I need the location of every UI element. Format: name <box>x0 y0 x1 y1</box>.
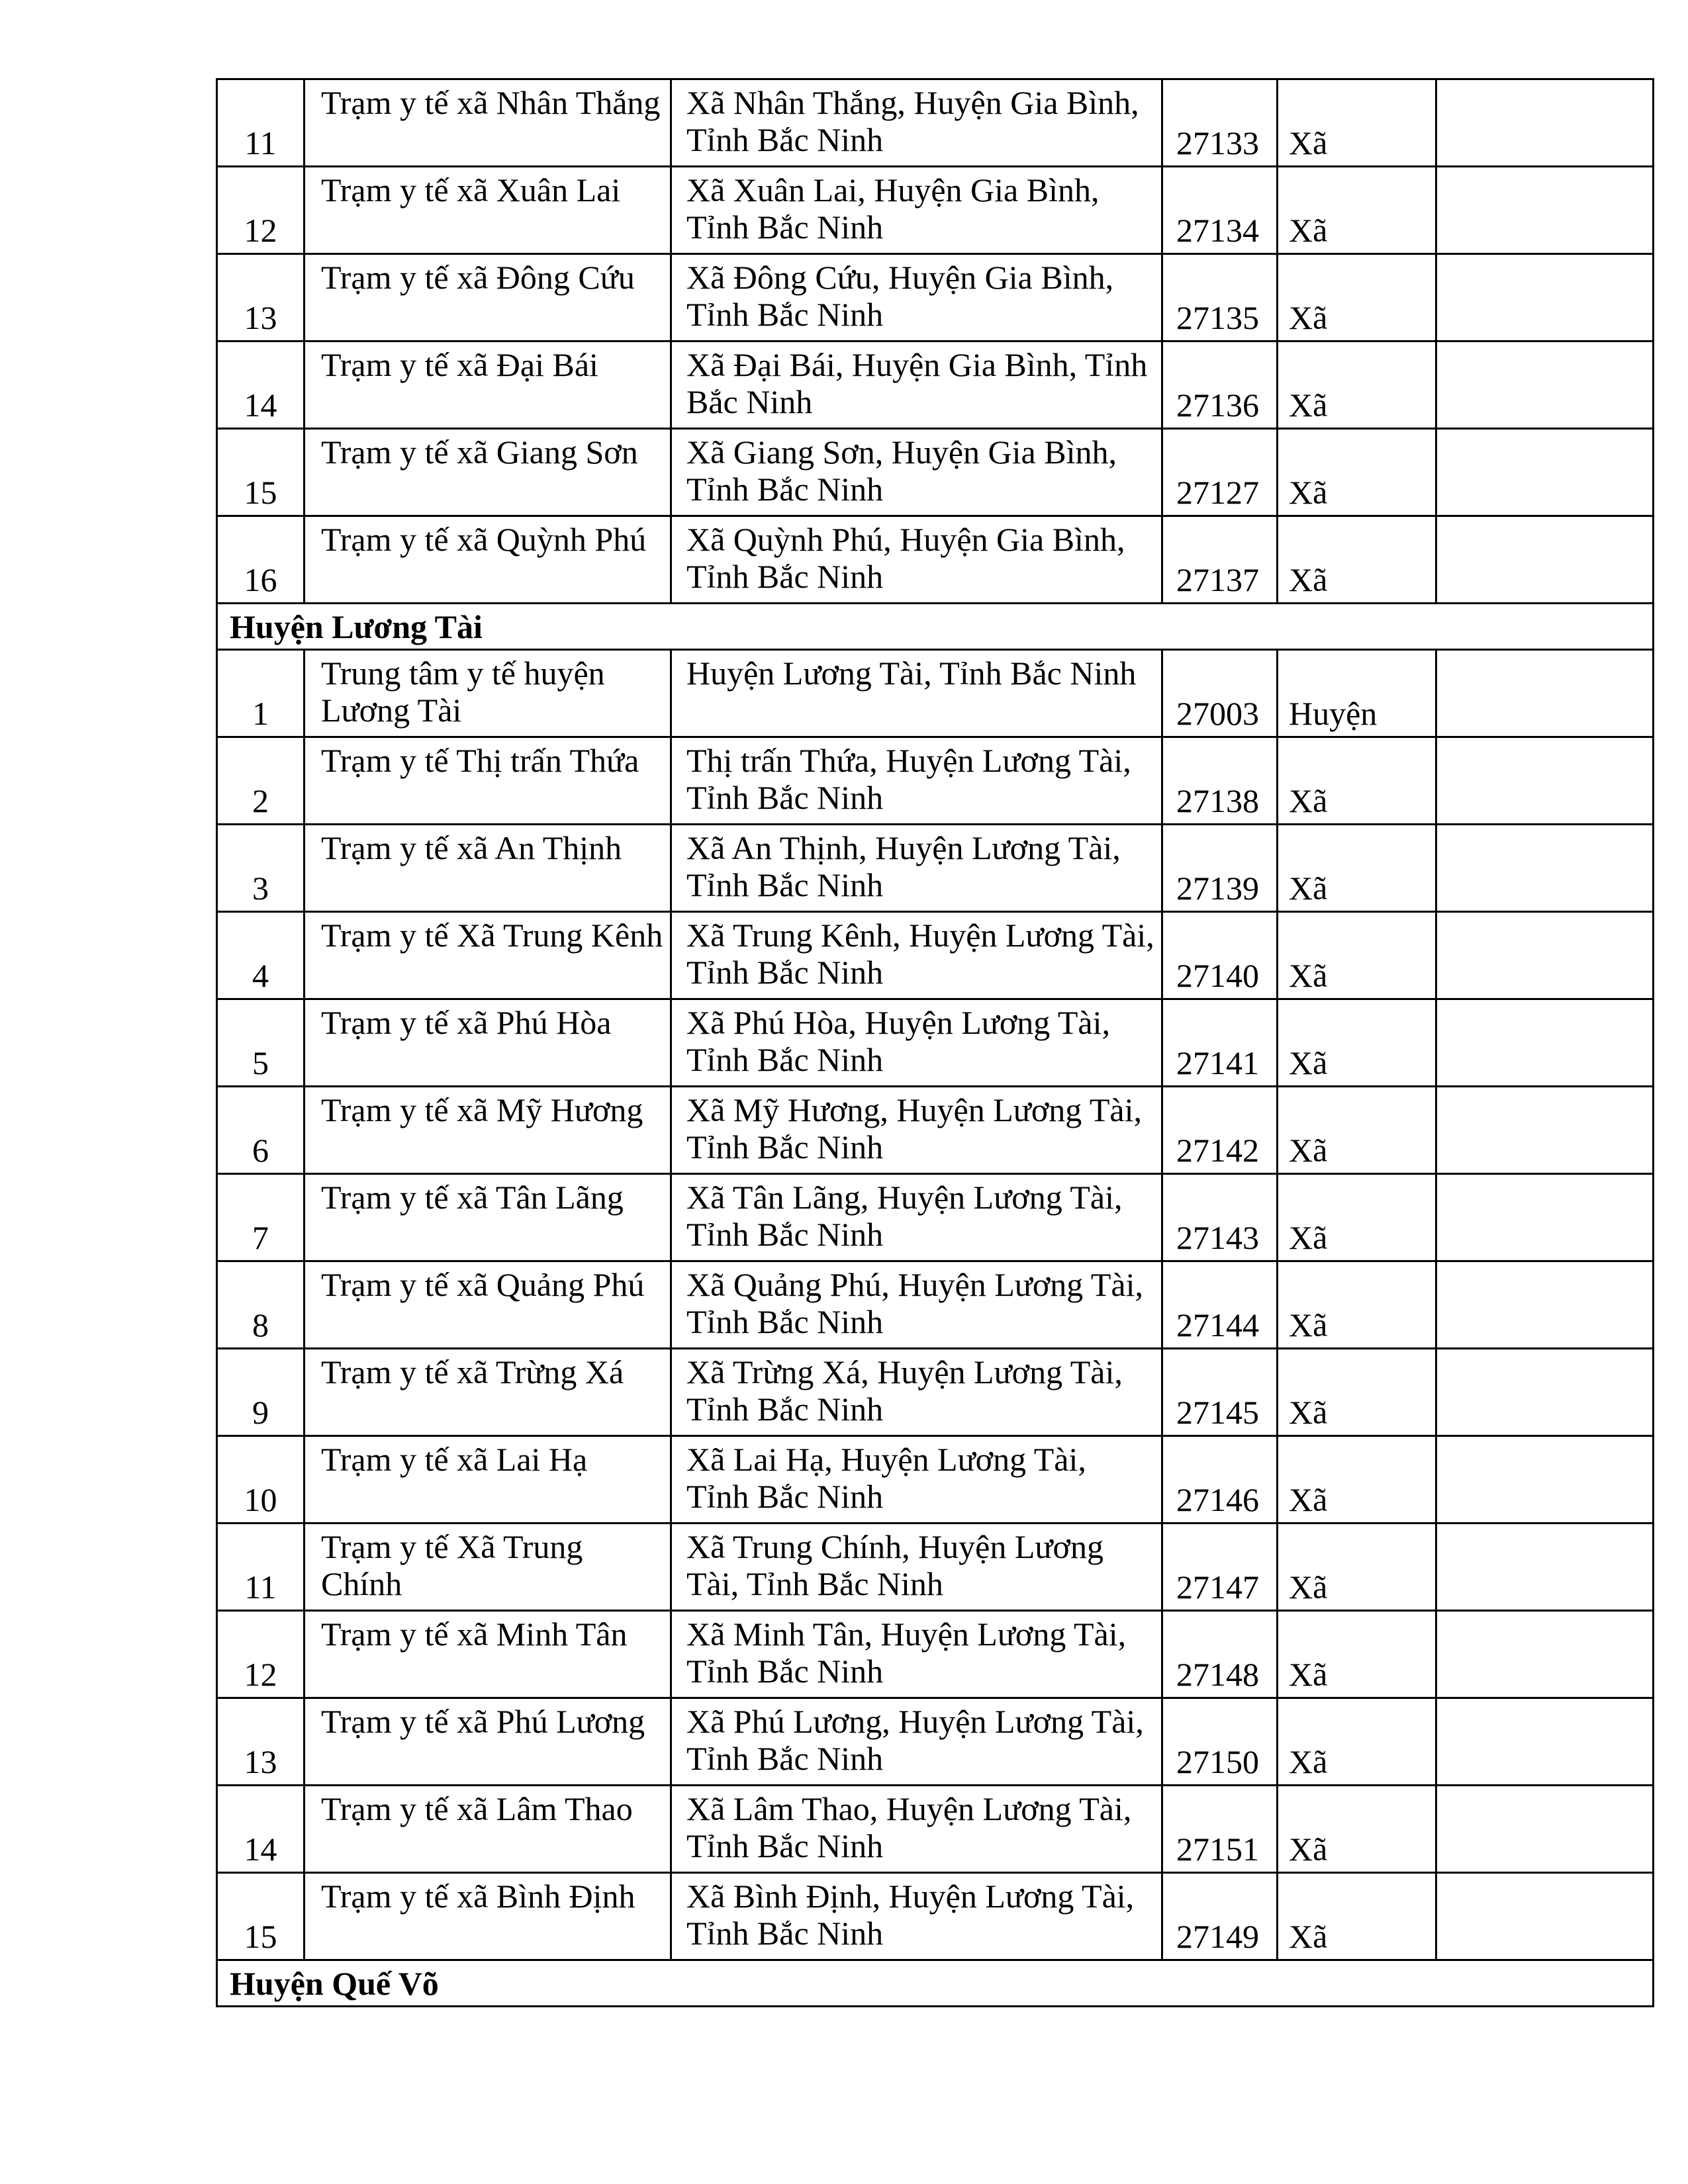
facility-address: Xã Lai Hạ, Huyện Lương Tài, Tỉnh Bắc Ninh <box>671 1436 1162 1524</box>
facility-code: 27142 <box>1162 1087 1278 1174</box>
facility-name: Trạm y tế xã Đông Cứu <box>305 254 671 341</box>
row-number: 3 <box>217 825 305 912</box>
facility-code: 27135 <box>1162 254 1278 341</box>
facility-note <box>1436 1436 1654 1524</box>
facility-name: Trạm y tế xã Xuân Lai <box>305 167 671 254</box>
facility-name: Trạm y tế xã Mỹ Hương <box>305 1087 671 1174</box>
row-number: 5 <box>217 999 305 1087</box>
facility-address: Xã Trung Chính, Huyện Lương Tài, Tỉnh Bắc Ninh <box>671 1524 1162 1611</box>
facility-level: Xã <box>1278 429 1436 516</box>
facility-name: Trạm y tế xã Đại Bái <box>305 341 671 429</box>
facility-name: Trạm y tế xã Phú Lương <box>305 1698 671 1786</box>
table-row <box>217 1436 1654 1524</box>
row-number: 8 <box>217 1261 305 1349</box>
table-row <box>217 1174 1654 1261</box>
table-row <box>217 1524 1654 1611</box>
table-row <box>217 1349 1654 1436</box>
row-number: 9 <box>217 1349 305 1436</box>
row-number: 11 <box>217 79 305 167</box>
facility-note <box>1436 254 1654 341</box>
facility-level: Xã <box>1278 1174 1436 1261</box>
row-number: 6 <box>217 1087 305 1174</box>
facility-note <box>1436 1349 1654 1436</box>
facility-address: Xã Trung Kênh, Huyện Lương Tài, Tỉnh Bắc Ninh <box>671 912 1162 999</box>
facility-code: 27148 <box>1162 1611 1278 1698</box>
facility-code: 27141 <box>1162 999 1278 1087</box>
facility-name: Trung tâm y tế huyện Lương Tài <box>305 650 671 737</box>
table-row <box>217 1873 1654 1960</box>
table-row <box>217 516 1654 604</box>
facility-address: Xã An Thịnh, Huyện Lương Tài, Tỉnh Bắc Ninh <box>671 825 1162 912</box>
table-row <box>217 167 1654 254</box>
table-row <box>217 79 1654 167</box>
facility-name: Trạm y tế xã Lâm Thao <box>305 1786 671 1873</box>
facility-name: Trạm y tế xã An Thịnh <box>305 825 671 912</box>
facility-name: Trạm y tế Xã Trung Chính <box>305 1524 671 1611</box>
facility-address: Xã Xuân Lai, Huyện Gia Bình, Tỉnh Bắc Ninh <box>671 167 1162 254</box>
table-row <box>217 1698 1654 1786</box>
facility-level: Xã <box>1278 1698 1436 1786</box>
facility-level: Huyện <box>1278 650 1436 737</box>
row-number: 7 <box>217 1174 305 1261</box>
facility-address: Xã Bình Định, Huyện Lương Tài, Tỉnh Bắc Ninh <box>671 1873 1162 1960</box>
district-name: Huyện Quế Võ <box>217 1960 1654 2007</box>
facility-code: 27133 <box>1162 79 1278 167</box>
row-number: 4 <box>217 912 305 999</box>
row-number: 2 <box>217 737 305 825</box>
table-row <box>217 825 1654 912</box>
facility-code: 27143 <box>1162 1174 1278 1261</box>
facility-name: Trạm y tế xã Quảng Phú <box>305 1261 671 1349</box>
facility-note <box>1436 1873 1654 1960</box>
table-row <box>217 1261 1654 1349</box>
facility-name: Trạm y tế xã Phú Hòa <box>305 999 671 1087</box>
facility-note <box>1436 650 1654 737</box>
facility-address: Huyện Lương Tài, Tỉnh Bắc Ninh <box>671 650 1162 737</box>
facility-code: 27137 <box>1162 516 1278 604</box>
facility-address: Xã Nhân Thắng, Huyện Gia Bình, Tỉnh Bắc Ninh <box>671 79 1162 167</box>
facility-code: 27147 <box>1162 1524 1278 1611</box>
facility-level: Xã <box>1278 912 1436 999</box>
facility-level: Xã <box>1278 1436 1436 1524</box>
facility-code: 27127 <box>1162 429 1278 516</box>
facility-name: Trạm y tế xã Giang Sơn <box>305 429 671 516</box>
facility-address: Xã Lâm Thao, Huyện Lương Tài, Tỉnh Bắc Ninh <box>671 1786 1162 1873</box>
facility-address: Xã Giang Sơn, Huyện Gia Bình, Tỉnh Bắc Ninh <box>671 429 1162 516</box>
facility-name: Trạm y tế xã Nhân Thắng <box>305 79 671 167</box>
table-row <box>217 1611 1654 1698</box>
facility-level: Xã <box>1278 1261 1436 1349</box>
facility-code: 27003 <box>1162 650 1278 737</box>
facility-code: 27139 <box>1162 825 1278 912</box>
facility-level: Xã <box>1278 341 1436 429</box>
row-number: 16 <box>217 516 305 604</box>
facility-level: Xã <box>1278 516 1436 604</box>
facility-code: 27149 <box>1162 1873 1278 1960</box>
facility-address: Xã Đại Bái, Huyện Gia Bình, Tỉnh Bắc Ninh <box>671 341 1162 429</box>
facility-note <box>1436 1524 1654 1611</box>
table-row <box>217 737 1654 825</box>
row-number: 13 <box>217 1698 305 1786</box>
row-number: 11 <box>217 1524 305 1611</box>
table-row <box>217 254 1654 341</box>
facility-name: Trạm y tế Xã Trung Kênh <box>305 912 671 999</box>
facility-note <box>1436 1698 1654 1786</box>
facility-address: Xã Phú Hòa, Huyện Lương Tài, Tỉnh Bắc Ninh <box>671 999 1162 1087</box>
facility-address: Xã Minh Tân, Huyện Lương Tài, Tỉnh Bắc Ninh <box>671 1611 1162 1698</box>
facility-code: 27140 <box>1162 912 1278 999</box>
facility-name: Trạm y tế xã Minh Tân <box>305 1611 671 1698</box>
facility-name: Trạm y tế xã Tân Lãng <box>305 1174 671 1261</box>
row-number: 13 <box>217 254 305 341</box>
facility-note <box>1436 1087 1654 1174</box>
facility-level: Xã <box>1278 1786 1436 1873</box>
facility-note <box>1436 79 1654 167</box>
table-row <box>217 999 1654 1087</box>
facility-table-body <box>217 79 1654 2007</box>
row-number: 1 <box>217 650 305 737</box>
facility-code: 27144 <box>1162 1261 1278 1349</box>
facility-code: 27146 <box>1162 1436 1278 1524</box>
facility-code: 27138 <box>1162 737 1278 825</box>
district-header-row <box>217 604 1654 650</box>
row-number: 14 <box>217 341 305 429</box>
facility-name: Trạm y tế xã Lai Hạ <box>305 1436 671 1524</box>
facility-note <box>1436 1261 1654 1349</box>
facility-note <box>1436 341 1654 429</box>
table-row <box>217 341 1654 429</box>
facility-name: Trạm y tế Thị trấn Thứa <box>305 737 671 825</box>
facility-code: 27145 <box>1162 1349 1278 1436</box>
facility-note <box>1436 516 1654 604</box>
row-number: 15 <box>217 429 305 516</box>
facility-level: Xã <box>1278 1524 1436 1611</box>
table-row <box>217 1786 1654 1873</box>
facility-level: Xã <box>1278 1873 1436 1960</box>
facility-note <box>1436 1786 1654 1873</box>
table-row <box>217 912 1654 999</box>
facility-level: Xã <box>1278 1349 1436 1436</box>
facility-level: Xã <box>1278 79 1436 167</box>
facility-code: 27151 <box>1162 1786 1278 1873</box>
facility-name: Trạm y tế xã Trừng Xá <box>305 1349 671 1436</box>
facility-note <box>1436 429 1654 516</box>
facility-note <box>1436 1611 1654 1698</box>
facility-name: Trạm y tế xã Bình Định <box>305 1873 671 1960</box>
facility-level: Xã <box>1278 737 1436 825</box>
facility-level: Xã <box>1278 999 1436 1087</box>
facility-note <box>1436 737 1654 825</box>
facility-address: Xã Quảng Phú, Huyện Lương Tài, Tỉnh Bắc Ninh <box>671 1261 1162 1349</box>
facility-address: Xã Đông Cứu, Huyện Gia Bình, Tỉnh Bắc Ninh <box>671 254 1162 341</box>
facility-address: Xã Quỳnh Phú, Huyện Gia Bình, Tỉnh Bắc Ninh <box>671 516 1162 604</box>
facility-name: Trạm y tế xã Quỳnh Phú <box>305 516 671 604</box>
facility-code: 27134 <box>1162 167 1278 254</box>
district-name: Huyện Lương Tài <box>217 604 1654 650</box>
row-number: 12 <box>217 167 305 254</box>
facility-address: Xã Phú Lương, Huyện Lương Tài, Tỉnh Bắc Ninh <box>671 1698 1162 1786</box>
facility-address: Xã Trừng Xá, Huyện Lương Tài, Tỉnh Bắc Ninh <box>671 1349 1162 1436</box>
row-number: 15 <box>217 1873 305 1960</box>
row-number: 14 <box>217 1786 305 1873</box>
facility-code: 27136 <box>1162 341 1278 429</box>
facility-table <box>216 78 1654 2007</box>
facility-note <box>1436 999 1654 1087</box>
facility-note <box>1436 825 1654 912</box>
facility-level: Xã <box>1278 254 1436 341</box>
facility-level: Xã <box>1278 1611 1436 1698</box>
facility-note <box>1436 167 1654 254</box>
facility-level: Xã <box>1278 1087 1436 1174</box>
table-row <box>217 1087 1654 1174</box>
facility-address: Xã Tân Lãng, Huyện Lương Tài, Tỉnh Bắc Ninh <box>671 1174 1162 1261</box>
row-number: 12 <box>217 1611 305 1698</box>
facility-level: Xã <box>1278 825 1436 912</box>
facility-note <box>1436 1174 1654 1261</box>
facility-note <box>1436 912 1654 999</box>
district-header-row <box>217 1960 1654 2007</box>
row-number: 10 <box>217 1436 305 1524</box>
table-row <box>217 429 1654 516</box>
facility-code: 27150 <box>1162 1698 1278 1786</box>
facility-address: Thị trấn Thứa, Huyện Lương Tài, Tỉnh Bắc Ninh <box>671 737 1162 825</box>
facility-level: Xã <box>1278 167 1436 254</box>
facility-address: Xã Mỹ Hương, Huyện Lương Tài, Tỉnh Bắc Ninh <box>671 1087 1162 1174</box>
table-row <box>217 650 1654 737</box>
